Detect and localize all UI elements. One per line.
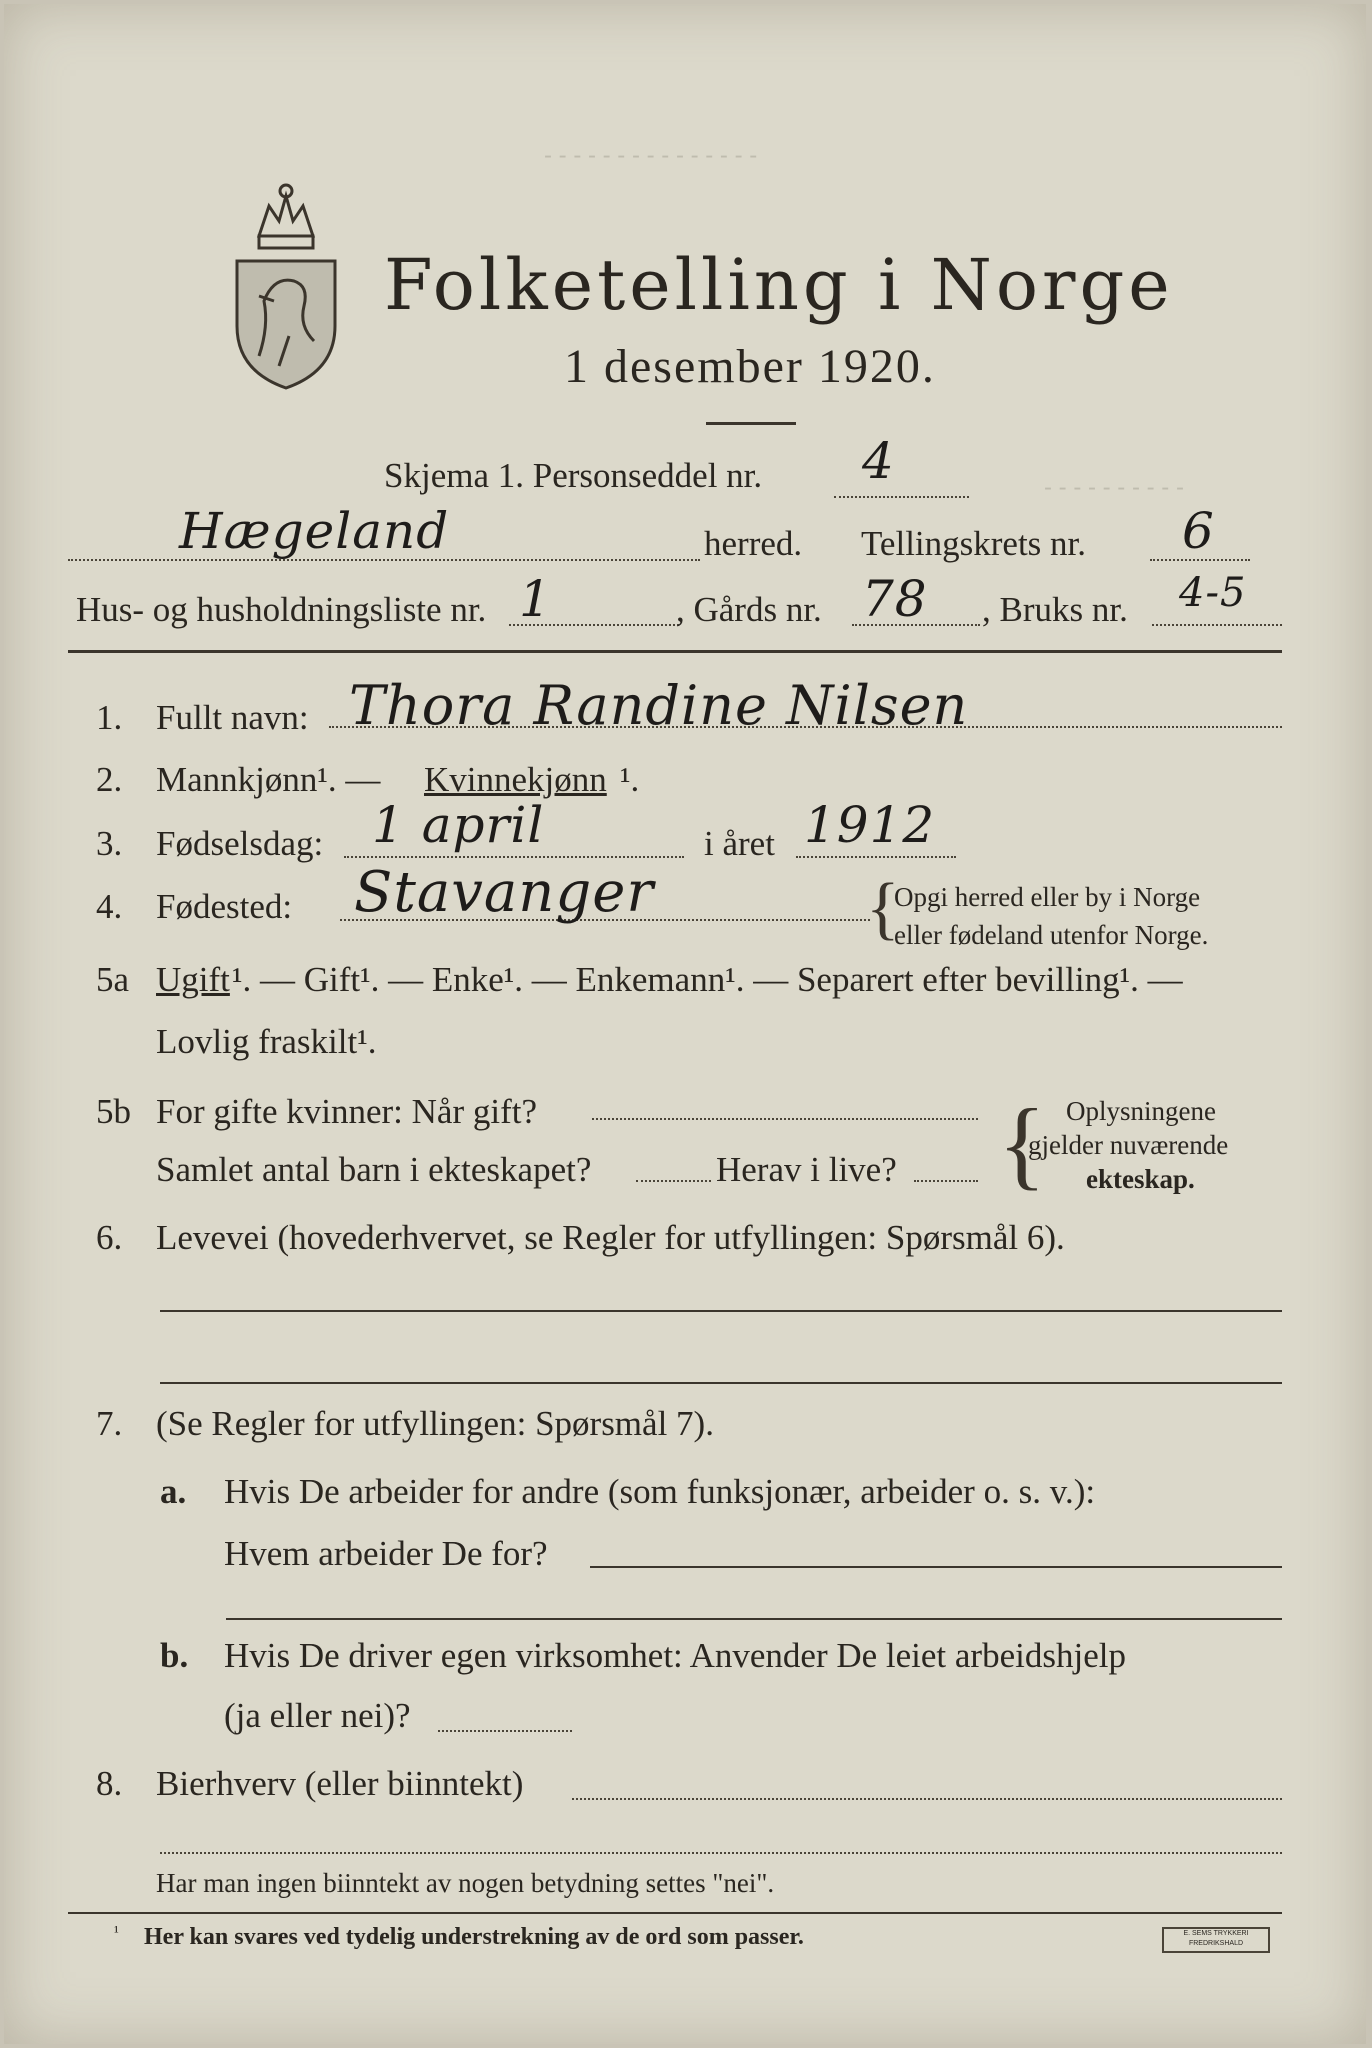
q7-number: 7.: [96, 1404, 123, 1443]
birthday-value[interactable]: 1 april: [372, 796, 545, 854]
q7-label: (Se Regler for utfyllingen: Spørsmål 7).: [156, 1404, 714, 1443]
marriage-note-line3: ekteskap.: [1086, 1164, 1195, 1194]
footer-divider: [68, 1912, 1282, 1914]
birthplace-note-line2: eller fødeland utenfor Norge.: [894, 920, 1209, 950]
q5a-number: 5a: [96, 960, 130, 999]
q1-label: Fullt navn:: [156, 698, 309, 737]
gender-female-option[interactable]: Kvinnekjønn: [424, 760, 607, 799]
title-divider: [706, 422, 796, 425]
tellingskrets-label: Tellingskrets nr.: [861, 524, 1087, 563]
q2-number: 2.: [96, 760, 123, 799]
gards-nr-value[interactable]: 78: [862, 570, 928, 628]
when-married-label: For gifte kvinner: Når gift?: [156, 1092, 538, 1131]
occupation-line-2[interactable]: [160, 1382, 1282, 1384]
printer-stamp: E. SEMS TRYKKERI FREDRIKSHALD: [1162, 1927, 1270, 1953]
marital-ugift-option[interactable]: Ugift: [156, 960, 230, 999]
q3-number: 3.: [96, 824, 123, 863]
herred-label: herred.: [704, 524, 803, 563]
q7b-number: b.: [160, 1636, 189, 1675]
year-label: i året: [704, 824, 775, 863]
q7b-line1: Hvis De driver egen virksomhet: Anvender De leiet arbeidshjelp: [224, 1636, 1126, 1675]
employer-field[interactable]: [590, 1566, 1282, 1568]
gards-label: , Gårds nr.: [676, 590, 822, 629]
personseddel-nr-value[interactable]: 4: [862, 432, 895, 490]
q4-number: 4.: [96, 887, 123, 926]
husholdningsliste-label: Hus- og husholdningsliste nr.: [76, 590, 487, 629]
norway-coat-of-arms-icon: [229, 176, 344, 391]
gender-male-option[interactable]: Mannkjønn¹. —: [156, 760, 381, 799]
q1-number: 1.: [96, 698, 123, 737]
hired-help-field[interactable]: [438, 1730, 572, 1732]
children-alive-field[interactable]: [914, 1180, 978, 1182]
full-name-value[interactable]: Thora Randine Nilsen: [349, 674, 969, 737]
side-income-line-2[interactable]: [160, 1852, 1282, 1854]
marital-other-options[interactable]: ¹. — Gift¹. — Enke¹. — Enkemann¹. — Separert efter bevilling¹. —: [232, 960, 1183, 999]
footnote-text: Her kan svares ved tydelig understrekning av de ord som passer.: [144, 1924, 804, 1950]
q4-label: Fødested:: [156, 887, 293, 926]
occupation-line-1[interactable]: [160, 1310, 1282, 1312]
header-divider: [68, 650, 1282, 653]
children-total-label: Samlet antal barn i ekteskapet?: [156, 1150, 592, 1189]
side-income-field[interactable]: [572, 1798, 1282, 1800]
q5b-number: 5b: [96, 1092, 131, 1131]
bruks-nr-value[interactable]: 4-5: [1179, 570, 1247, 616]
children-alive-label: Herav i live?: [716, 1150, 897, 1189]
birthplace-value[interactable]: Stavanger: [354, 860, 655, 925]
census-form: Folketelling i Norge 1 desember 1920. - - - - - - - - - - - - - - - - - - - - - - - - - Skjema 1. Personseddel nr. 4 Hægeland herred. Tellingskrets nr. 6 Hus- og husholdningsliste nr. 1 , Gårds nr. 78 , Bruks nr. 4-5 1. Fullt navn: Thora Randine Nilsen 2. Mannkjønn¹. — Kvinnekjønn ¹. 3. Fødselsdag: 1 april i året 1912 4. Fødested: Stavanger { Opgi herred eller by i Norge eller fødeland utenfor Norge. 5a Ugift ¹. — Gift¹. — Enke¹. — Enkemann¹. — Separert efter bevilling¹. — Lovlig fraskilt¹. 5b For gifte kvinner: Når gift? Samlet antal barn i ekteskapet? Herav i live? { Oplysningene gjelder nuværende ekteskap. 6. Levevei (hovederhvervet, se Regler for utfyllingen: Spørsmål 6). 7. (Se Regler for utfyllingen: Spørsmål 7). a. Hvis De arbeider for andre (som funksjonær, arbeider o. s. v.): Hvem arbeider De for? b. Hvis De driver egen virksomhet: Anvender De leiet arbeidshjelp (ja eller nei)? 8. Bierhverv (eller biinntekt) Har man ingen biinntekt av nogen betydning settes "nei". ¹ Her kan svares ved tydelig understrekning av de ord som passer. E. SEMS TRYKKERI FREDRIKSHALD: [4, 4, 1366, 2044]
q7a-line1: Hvis De arbeider for andre (som funksjonær, arbeider o. s. v.):: [224, 1472, 1096, 1511]
q6-label: Levevei (hovederhvervet, se Regler for utfyllingen: Spørsmål 6).: [156, 1218, 1065, 1257]
employer-line-2[interactable]: [226, 1618, 1282, 1620]
q3-label: Fødselsdag:: [156, 824, 324, 863]
marriage-note-line1: Oplysningene: [1066, 1096, 1216, 1126]
q7b-line2: (ja eller nei)?: [224, 1696, 411, 1735]
q8-number: 8.: [96, 1764, 123, 1803]
husholdningsliste-nr-value[interactable]: 1: [519, 570, 552, 628]
census-date: 1 desember 1920.: [564, 340, 936, 393]
herred-value[interactable]: Hægeland: [179, 502, 450, 560]
footnote-mark: ¹: [114, 1924, 119, 1941]
q8-label: Bierhverv (eller biinntekt): [156, 1764, 524, 1803]
birthplace-note-line1: Opgi herred eller by i Norge: [894, 882, 1201, 912]
side-income-note: Har man ingen biinntekt av nogen betydning settes "nei".: [156, 1868, 775, 1898]
children-total-field[interactable]: [636, 1180, 711, 1182]
tellingskrets-nr-value[interactable]: 6: [1182, 502, 1215, 560]
when-married-field[interactable]: [592, 1118, 978, 1120]
marriage-note-line2: gjelder nuværende: [1028, 1130, 1229, 1160]
birth-year-value[interactable]: 1912: [804, 796, 936, 854]
marital-fraskilt-option[interactable]: Lovlig fraskilt¹.: [156, 1022, 377, 1061]
q7a-line2: Hvem arbeider De for?: [224, 1534, 548, 1573]
form-title: Folketelling i Norge: [384, 244, 1174, 326]
bruks-label: , Bruks nr.: [982, 590, 1128, 629]
schema-label: Skjema 1. Personseddel nr.: [384, 456, 763, 495]
q7a-number: a.: [160, 1472, 187, 1511]
q6-number: 6.: [96, 1218, 123, 1257]
